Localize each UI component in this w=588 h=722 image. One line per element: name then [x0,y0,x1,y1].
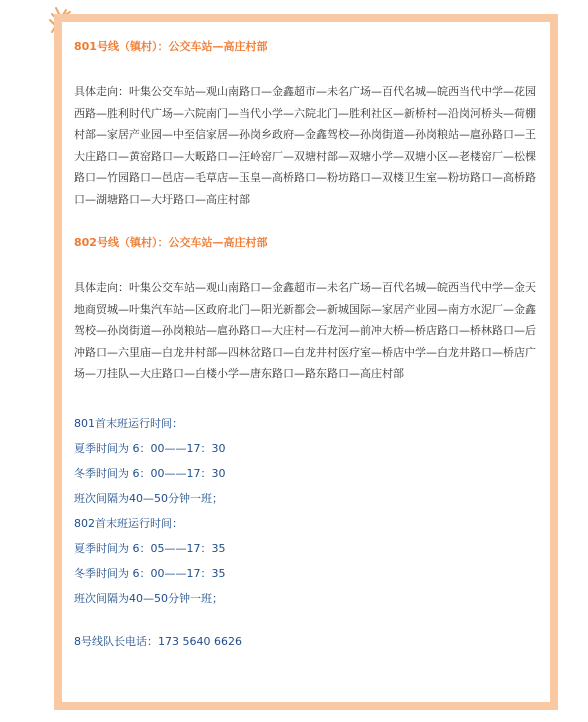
schedule-801-winter: 冬季时间为 6：00——17：30 [74,466,226,480]
route-801-title: 801号线（镇村）：公交车站—高庄村部 [74,40,268,53]
route-802-path: 具体走向：叶集公交车站—观山南路口—金鑫超市—未名广场—百代名城—皖西当代中学—金天地商贸城—叶集汽车站—区政府北门—阳光新都会—新城国际—家居产业园—南方水泥厂—金鑫驾校—孙岗街道—孙岗粮站—扈孙路口—大庄村—石龙河—前冲大桥—桥店路口—桥林路口—后冲路口—六里庙—白龙井村部—四林岔路口—白龙井村医疗室—桥店中学—白龙井路口—桥店广场—刀挂队—大庄路口—白楼小学—唐东路口—路东路口—高庄村部 [74,281,536,380]
schedule-801-interval: 班次间隔为40—50分钟一班； [74,491,223,505]
route-802-title: 802号线（镇村）：公交车站—高庄村部 [74,236,268,249]
route-801-path: 具体走向：叶集公交车站—观山南路口—金鑫超市—未名广场—百代名城—皖西当代中学—花园西路—胜利时代广场—六院南门—当代小学—六院北门—胜利社区—新桥村—沿岗河桥头—荷棚村部—家居产业园—中至信家居—孙岗乡政府—金鑫驾校—孙岗街道—孙岗粮站—扈孙路口—王大庄路口—黄窑路口—大畈路口—汪岭窑厂—双塘村部—双塘小学—双塘小区—老楼窑厂—松棵路口—竹园路口—邑店—毛草店—玉皇—高桥路口—粉坊路口—双楼卫生室—粉坊路口—高桥路口—湖塘路口—大圩路口—高庄村部 [74,85,536,206]
schedule-802-winter: 冬季时间为 6：00——17：35 [74,566,226,580]
schedule-802-summer: 夏季时间为 6：05——17：35 [74,541,226,555]
notice-frame [54,14,558,710]
schedule-802-interval: 班次间隔为40—50分钟一班； [74,591,223,605]
notice-content [74,40,544,654]
schedule-801-title: 801首末班运行时间： [74,416,183,430]
contact-phone: 8号线队长电话：173 5640 6626 [74,634,242,648]
schedule-801-summer: 夏季时间为 6：00——17：30 [74,441,226,455]
schedule-802-title: 802首末班运行时间： [74,516,183,530]
